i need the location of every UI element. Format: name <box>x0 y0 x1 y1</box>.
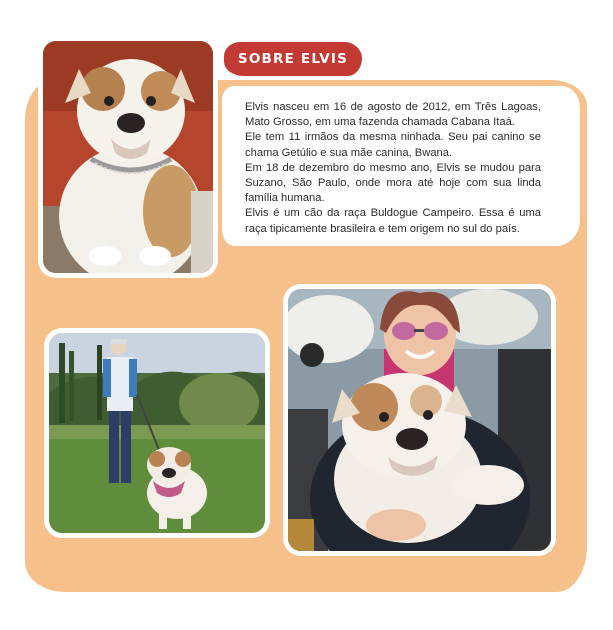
text-body <box>245 100 541 237</box>
page-title: SOBRE ELVIS <box>237 51 349 67</box>
man-walking-dog-photo <box>44 328 270 538</box>
title-tag <box>224 42 362 76</box>
paragraph-breed: Elvis é um cão da raça Buldogue Campeiro. Essa é uma raça tipicamente brasileira e tem origem no sul do país. <box>245 207 541 235</box>
woman-holding-dog-photo <box>283 284 556 556</box>
paragraph-siblings: Ele tem 11 irmãos da mesma ninhada. Seu pai canino se chama Getúlio e sua mãe canina, Bwana. <box>245 131 541 159</box>
paragraph-birth: Elvis nasceu em 16 de agosto de 2012, em Três Lagoas, Mato Grosso, em uma fazenda chamada Cabana Itaá. <box>245 101 541 129</box>
dog-portrait-photo <box>38 36 218 278</box>
paragraph-move: Em 18 de dezembro do mesmo ano, Elvis se mudou para Suzano, São Paulo, onde mora até hoje com sua linda família humana. <box>245 161 541 205</box>
